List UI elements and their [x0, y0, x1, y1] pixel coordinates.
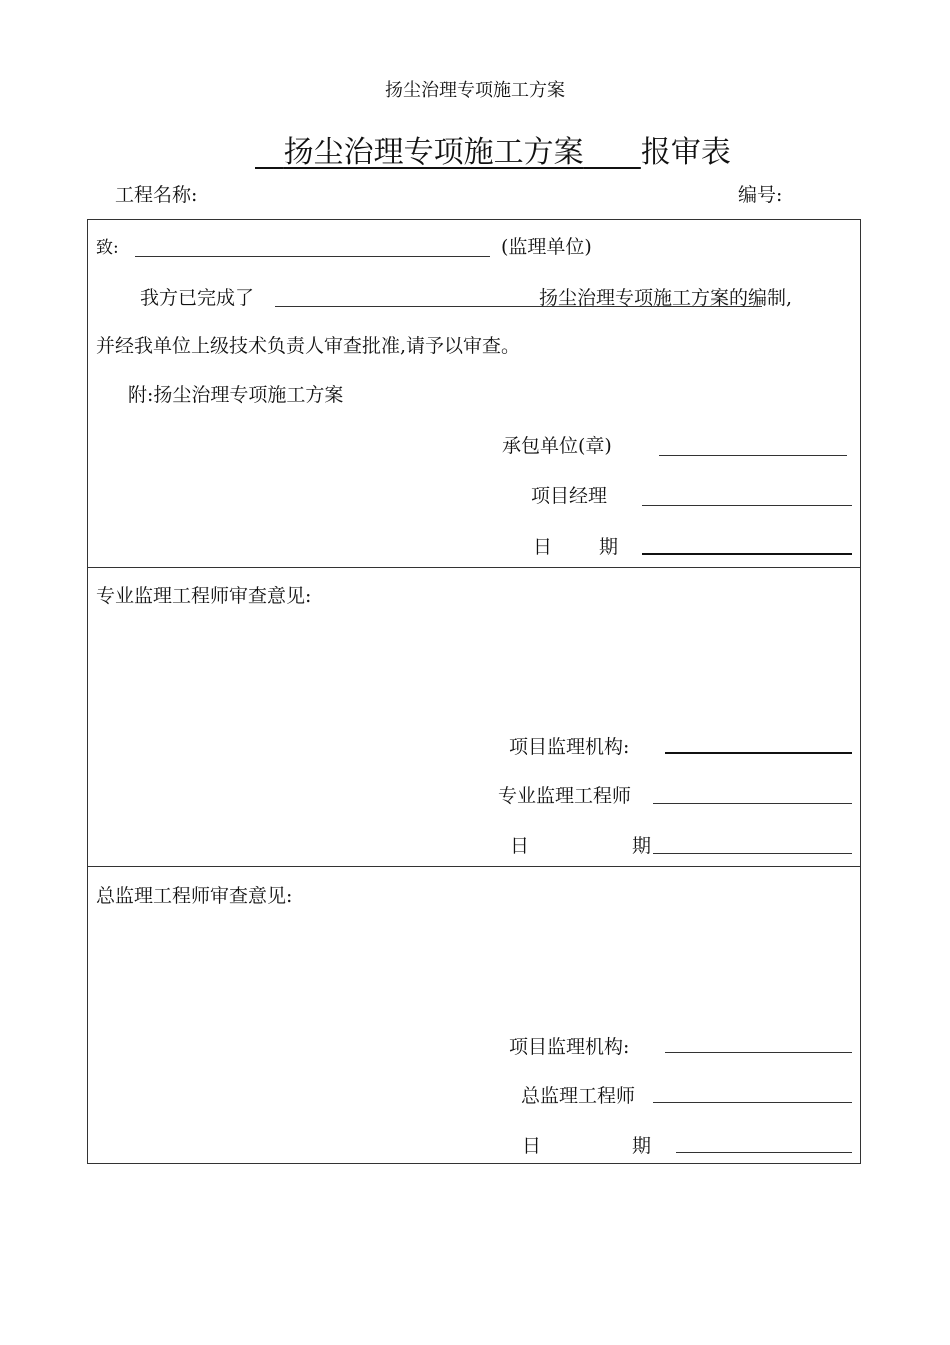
- date-label-char-1: 日: [510, 835, 530, 857]
- completed-item-text: 扬尘治理专项施工方案的编制,: [539, 287, 793, 309]
- form-title-underlined: 扬尘治理专项施工方案: [283, 135, 584, 170]
- attachment-text: 附:扬尘治理专项施工方案: [128, 384, 344, 406]
- date-label-char-2: 期: [599, 536, 619, 558]
- form-title-suffix: 报审表: [640, 135, 731, 170]
- specialist-engineer-field[interactable]: [653, 803, 852, 804]
- approval-text: 并经我单位上级技术负责人审查批准,请予以审查。: [96, 335, 521, 357]
- project-org-field-3[interactable]: [665, 1052, 852, 1053]
- section-divider-1: [88, 567, 860, 568]
- chief-opinion-label: 总监理工程师审查意见:: [96, 885, 293, 907]
- chief-engineer-field[interactable]: [653, 1102, 852, 1103]
- specialist-engineer-label: 专业监理工程师: [498, 785, 632, 807]
- project-name-label: 工程名称:: [115, 184, 198, 206]
- supervisor-unit-field[interactable]: [135, 256, 490, 257]
- project-org-label-3: 项目监理机构:: [509, 1036, 630, 1058]
- specialist-opinion-label: 专业监理工程师审查意见:: [96, 585, 312, 607]
- date-field-1[interactable]: [642, 553, 852, 555]
- review-form-table: [87, 219, 861, 1164]
- project-org-label-2: 项目监理机构:: [509, 736, 630, 758]
- manager-field[interactable]: [642, 505, 852, 506]
- date-field-2[interactable]: [653, 853, 852, 854]
- form-title: [255, 127, 731, 171]
- number-label: 编号:: [738, 184, 783, 206]
- date-label-char-1: 日: [522, 1135, 542, 1157]
- date-field-3[interactable]: [676, 1152, 852, 1153]
- date-label-char-2: 期: [632, 1135, 652, 1157]
- date-label-char-1: 日: [533, 536, 553, 558]
- completed-prefix: 我方已完成了: [140, 287, 255, 309]
- supervisor-unit-label: (监理单位): [501, 236, 592, 258]
- contractor-field[interactable]: [659, 455, 847, 456]
- contractor-label: 承包单位(章): [502, 435, 612, 457]
- section-divider-2: [88, 866, 860, 867]
- project-org-field-2[interactable]: [665, 752, 852, 754]
- page-header: 扬尘治理专项施工方案: [385, 80, 565, 101]
- date-label-char-2: 期: [632, 835, 652, 857]
- chief-engineer-label: 总监理工程师: [521, 1085, 636, 1107]
- manager-label: 项目经理: [531, 485, 608, 507]
- to-label: 致:: [96, 238, 119, 258]
